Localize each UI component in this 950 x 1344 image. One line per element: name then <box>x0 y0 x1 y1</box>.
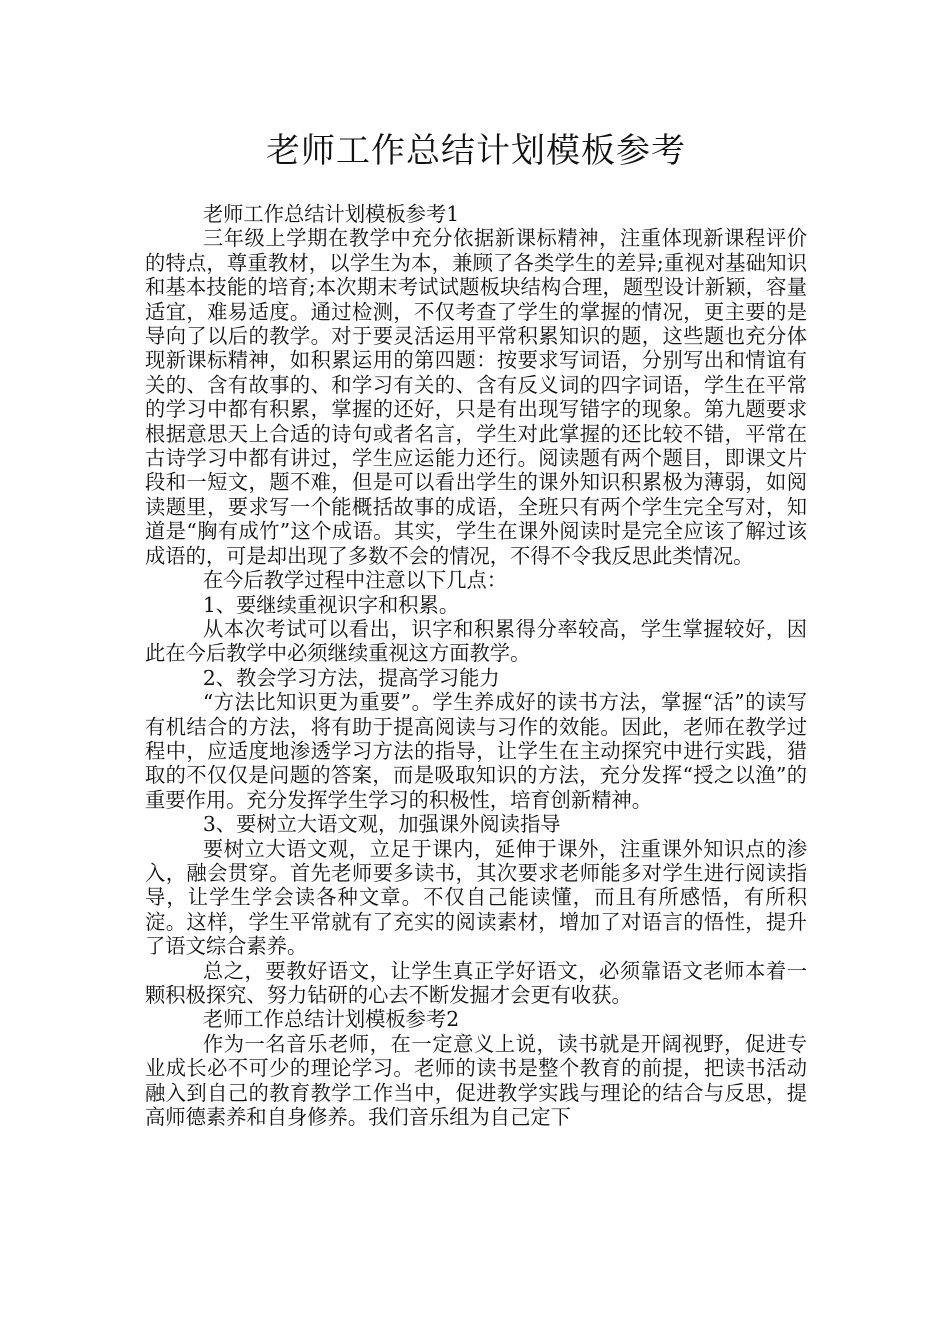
list-item-heading: 3、要树立大语文观，加强课外阅读指导 <box>202 812 561 837</box>
body-paragraph: 三年级上学期在教学中充分依据新课标精神，注重体现新课程评价的特点，尊重教材，以学生为本，兼顾了各类学生的差异;重视对基础知识和基本技能的培育;本次期末考试试题板块结构合理，题型设计新颖，容量适宜，难易适度。通过检测，不仅考查了学生的掌握的情况，更主要的是导向了以后的教学。对于要灵活运用平常积累知识的题，这些题也充分体现新课标精神，如积累运用的第四题：按要求写词语，分别写出和情谊有关的、含有故事的、和学习有关的、含有反义词的四字词语，学生在平常的学习中都有积累，掌握的还好，只是有出现写错字的现象。第九题要求根据意思天上合适的诗句或者名言，学生对此掌握的还比较不错，平常在古诗学习中都有讲过，学生应运能力还行。阅读题有两个题目，即课文片段和一短文，题不难，但是可以看出学生的课外知识积累极为薄弱，如阅读题里，要求写一个能概括故事的成语，全班只有两个学生完全写对，知道是“胸有成竹”这个成语。其实，学生在课外阅读时是完全应该了解过该成语的，可是却出现了多数不会的情况，不得不令我反思此类情况。 <box>145 226 807 568</box>
list-item-heading: 2、教会学习方法，提高学习能力 <box>202 665 500 690</box>
body-paragraph: “方法比知识更为重要”。学生养成好的读书方法，掌握“活”的读写有机结合的方法，将有助于提高阅读与习作的效能。因此，老师在教学过程中，应适度地渗透学习方法的指导，让学生在主动探究中进行实践，猎取的不仅仅是问题的答案，而是吸取知识的方法，充分发挥“授之以渔”的重要作用。充分发挥学生学习的积极性，培育创新精神。 <box>145 690 807 812</box>
body-paragraph: 从本次考试可以看出，识字和积累得分率较高，学生掌握较好，因此在今后教学中必须继续重视这方面教学。 <box>145 616 807 666</box>
document-title: 老师工作总结计划模板参考 <box>266 131 686 171</box>
body-paragraph: 作为一名音乐老师，在一定意义上说，读书就是开阔视野，促进专业成长必不可少的理论学习。老师的读书是整个教育的前提，把读书活动融入到自己的教育教学工作当中，促进教学实践与理论的结合与反思，提高师德素养和自身修养。我们音乐组为自己定下 <box>145 1031 807 1130</box>
document-page <box>145 128 807 1129</box>
section-heading-2: 老师工作总结计划模板参考2 <box>202 1007 460 1032</box>
list-item-heading: 1、要继续重视识字和积累。 <box>202 592 460 617</box>
body-paragraph: 在今后教学过程中注意以下几点： <box>202 568 508 593</box>
body-paragraph: 要树立大语文观，立足于课内，延伸于课外，注重课外知识点的渗入，融会贯穿。首先老师要多读书，其次要求老师能多对学生进行阅读指导，让学生学会读各种文章。不仅自己能读懂，而且有所感悟，有所积淀。这样，学生平常就有了充实的阅读素材，增加了对语言的悟性，提升了语文综合素养。 <box>145 836 807 959</box>
section-heading-1: 老师工作总结计划模板参考1 <box>202 202 460 226</box>
body-paragraph: 总之，要教好语文，让学生真正学好语文，必须靠语文老师本着一颗积极探究、努力钻研的心去不断发掘才会更有收获。 <box>145 958 807 1007</box>
